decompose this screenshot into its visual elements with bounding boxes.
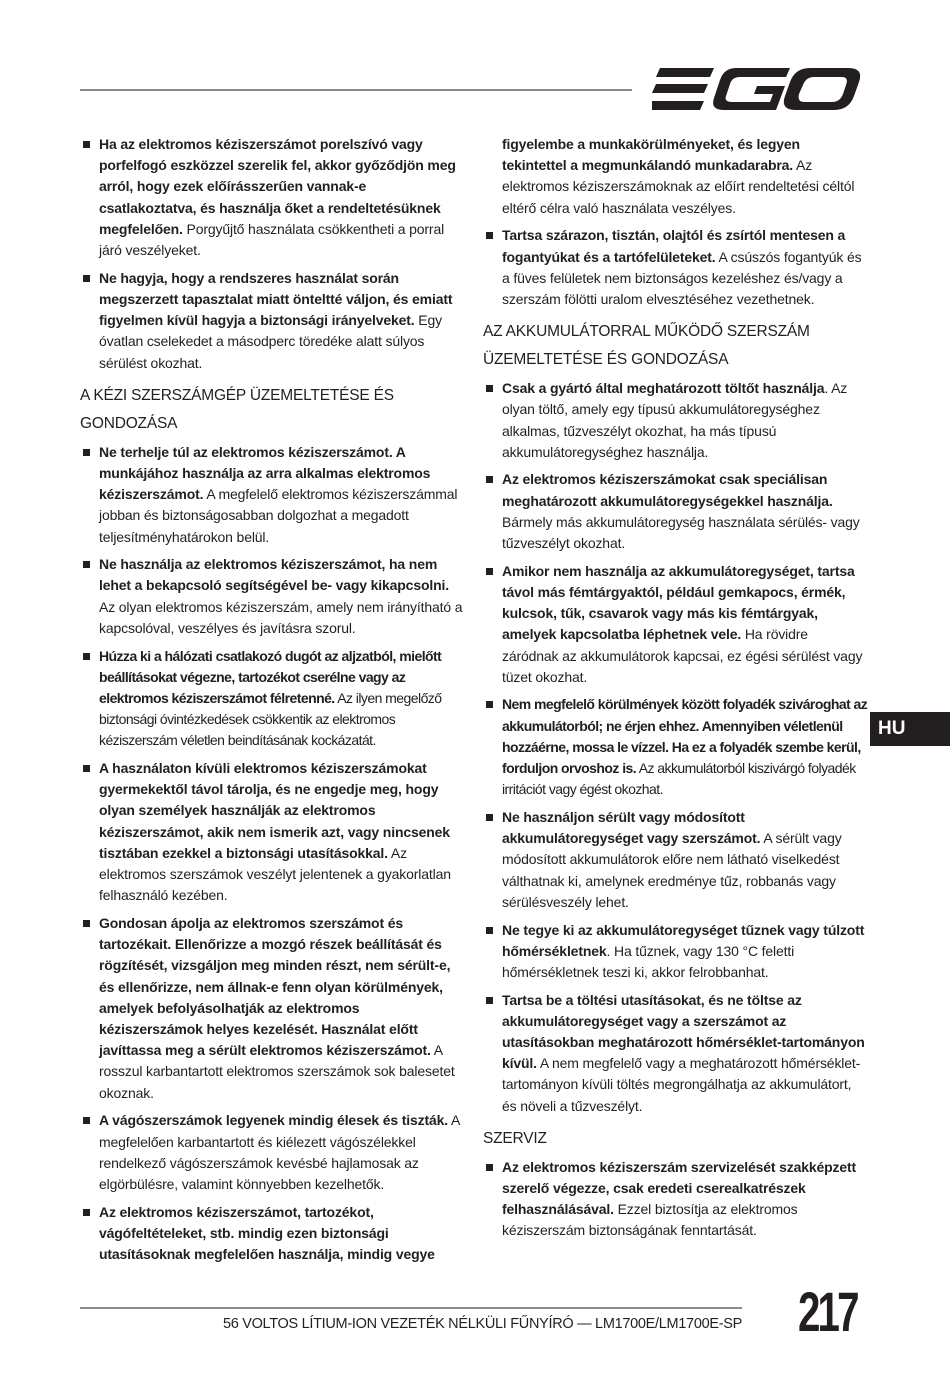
section-heading: AZ AKKUMULÁTORRAL MŰKÖDŐ SZERSZÁM ÜZEMELTETÉSE ÉS GONDOZÁSA <box>483 323 810 369</box>
bullet-icon <box>83 920 90 927</box>
bullet-icon <box>486 701 493 708</box>
item-bold: Nem megfelelő körülmények között folyadék szivároghat az akkumulátorból; ne érjen ehhez. Amennyiben véletlenül hozzáérne, mossa le vízzel. Ha ez a folyadék szembe kerül, forduljon orvoshoz is. <box>502 696 868 777</box>
list-item <box>483 694 868 800</box>
section-heading: A KÉZI SZERSZÁMGÉP ÜZEMELTETÉSE ÉS GONDOZÁSA <box>80 386 394 432</box>
section-heading: SZERVIZ <box>483 1129 547 1147</box>
bullet-icon <box>486 997 493 1004</box>
item-text: A megfelelően karbantartott és kiélezett vágószélekkel rendelkező vágószerszámok kevésbé hajlamosak az elgörbülésre, valamint könnyebben kezelhetők. <box>99 1112 460 1192</box>
list-item <box>483 378 868 463</box>
left-column <box>80 134 465 1272</box>
list-item <box>483 990 868 1117</box>
list-item <box>80 554 465 639</box>
page-number: 217 <box>798 1280 857 1343</box>
item-text: Porgyűjtő használata csökkentheti a porral járó veszélyeket. <box>99 220 445 259</box>
list-item <box>80 1202 465 1266</box>
item-bold: Ne terhelje túl az elektromos kéziszerszámot. A munkájához használja az arra alkalmas elektromos kéziszerszámot. <box>99 443 431 503</box>
bullet-icon <box>83 1209 90 1216</box>
list-item <box>483 469 868 554</box>
item-bold: Tartsa be a töltési utasításokat, és ne töltse az akkumulátoregységet vagy a szerszámot az utasításokban meghatározott hőmérséklet-tartományon kívül. <box>502 991 865 1072</box>
item-bold: Az elektromos kéziszerszám szervizelését szakképzett szerelő végezze, csak eredeti cserealkatrészek felhasználásával. <box>502 1158 857 1218</box>
item-text: Bármely más akkumulátoregység használata sérülés- vagy tűzveszélyt okozhat. <box>502 513 860 552</box>
item-text: A megfelelő elektromos kéziszerszámmal jobban és biztonságosabban dolgozhat a megadott teljesítményhatárokon belül. <box>99 486 458 545</box>
item-bold: Amikor nem használja az akkumulátoregységet, tartsa távol más fémtárgyaktól, például gemkapocs, érmék, kulcsok, tűk, csavarok vagy más kis fémtárgyak, amelyek kapcsolatba léphetnek vele. <box>502 562 855 643</box>
bullet-icon <box>486 568 493 575</box>
item-text: Egy óvatlan cselekedet a másodperc töredéke alatt súlyos sérülést okozhat. <box>99 312 442 371</box>
right-column <box>483 134 868 1248</box>
bullet-icon <box>83 765 90 772</box>
bullet-icon <box>83 1117 90 1124</box>
item-bold: Ne használjon sérült vagy módosított akkumulátoregységet vagy szerszámot. <box>502 808 761 847</box>
item-bold: Tartsa szárazon, tisztán, olajtól és zsírtól mentesen a fogantyúkat és a tartófelületeket. <box>502 227 846 265</box>
footer-title: 56 VOLTOS LÍTIUM-ION VEZETÉK NÉLKÜLI FŰNYÍRÓ — LM1700E/LM1700E-SP <box>222 1316 742 1332</box>
ego-logo <box>652 66 862 112</box>
list-item <box>80 442 465 548</box>
bullet-icon <box>486 1164 493 1171</box>
bullet-icon <box>486 814 493 821</box>
bullet-icon <box>83 561 90 568</box>
bullet-icon <box>83 141 90 148</box>
item-text: Az ilyen megelőző biztonsági óvintézkedések csökkentik az elektromos kéziszerszám véletlen beindításának kockázatát. <box>99 689 442 749</box>
list-item <box>483 807 868 913</box>
bullet-icon <box>486 232 493 239</box>
bullet-icon <box>486 385 493 392</box>
item-text: Az elektromos kéziszerszámoknak az előírt rendeltetési céltól eltérő célra való használata veszélyes. <box>502 157 855 216</box>
item-text: . Az olyan töltő, amely egy típusú akkumulátoregységhez alkalmas, tűzveszélyt okozhat, ha más típusú akkumulátoregységhez használja. <box>502 380 848 460</box>
item-bold: Ne tegye ki az akkumulátoregységet tűznek vagy túlzott hőmérsékletnek <box>502 921 865 959</box>
language-tab: HU <box>870 712 950 746</box>
item-text: Ha rövidre záródnak az akkumulátorok kapcsai, ez égési sérülést vagy tüzet okozhat. <box>502 626 863 685</box>
list-item <box>483 561 868 688</box>
item-bold: Ne használja az elektromos kéziszerszámot, ha nem lehet a bekapcsoló segítségével be- vagy kikapcsolni. <box>99 556 449 594</box>
item-bold: Ha az elektromos kéziszerszámot porelszívó vagy porfelfogó eszközzel szerelik fel, akkor győződjön meg arról, hogy ezek előírásszerűen vannak-e csatlakoztatva, és használja őket a rendeltetésüknek megfelelően. <box>99 136 456 237</box>
item-bold: A vágószerszámok legyenek mindig élesek és tiszták. <box>99 1112 448 1129</box>
item-text: . Ha tűznek, vagy 130 °C feletti hőmérsékletnek teszi ki, akkor felrobbanhat. <box>502 942 795 980</box>
list-item <box>80 268 465 374</box>
item-bold: A használaton kívüli elektromos kéziszerszámokat gyermekektől távol tárolja, és ne engedje meg, hogy olyan személyek használják az elektromos kéziszerszámot, akik nem ismerik azt, vagy nincsenek tisztában ezekkel a biztonsági utasításokkal. <box>99 760 450 861</box>
item-bold: Ne hagyja, hogy a rendszeres használat során megszerzett tapasztalat miatt önteltté váljon, és emiatt figyelmen kívül hagyja a biztonsági irányelveket. <box>99 269 453 329</box>
list-item-continuation <box>483 134 868 219</box>
list-item <box>80 1110 465 1195</box>
item-text: Az olyan elektromos kéziszerszám, amely nem irányítható a kapcsolóval, veszélyes és javításra szorul. <box>99 598 463 636</box>
item-text: A rosszul karbantartott elektromos szerszámok sok balesetet okoznak. <box>99 1042 455 1101</box>
bullet-icon <box>486 476 493 483</box>
bullet-icon <box>486 927 493 934</box>
item-bold: Húzza ki a hálózati csatlakozó dugót az aljzatból, mielőtt beállításokat végezne, tartozékot cserélne vagy az elektromos kéziszerszámot félretenné. <box>99 647 442 706</box>
item-bold: Gondosan ápolja az elektromos szerszámot és tartozékait. Ellenőrizze a mozgó részek beállítását és rögzítését, vizsgáljon meg minden részt, nem sérült-e, és ellenőrizze, nem állnak-e fenn olyan körülmények, amelyek befolyásolhatják az elektromos kéziszerszámok helyes kezelését. Használat előtt javíttassa meg a sérült elektromos kéziszerszámot. <box>99 915 451 1059</box>
list-item <box>80 758 465 906</box>
header-rule <box>80 89 632 91</box>
list-item <box>80 646 465 752</box>
item-bold: Csak a gyártó által meghatározott töltőt használja <box>502 380 825 397</box>
item-text: Ezzel biztosítja az elektromos kéziszerszám biztonságának fenntartását. <box>502 1201 798 1239</box>
list-item <box>80 134 465 261</box>
bullet-icon <box>83 449 90 456</box>
item-text: Az elektromos szerszámok veszélyt jelentenek a gyakorlatlan felhasználó kezében. <box>99 844 451 904</box>
list-item <box>80 913 465 1104</box>
list-item <box>483 225 868 310</box>
item-bold: Az elektromos kéziszerszámot, tartozékot, vágófeltételeket, stb. mindig ezen biztonsági utasításoknak megfelelően használja, mindig vegye <box>99 1203 435 1263</box>
item-bold: Az elektromos kéziszerszámokat csak speciálisan meghatározott akkumulátoregységekkel használja. <box>502 471 833 509</box>
item-text: A sérült vagy módosított akkumulátorok előre nem látható viselkedést válthatnak ki, amelynek eredménye tűz, robbanás vagy sérülésveszély lehet. <box>502 830 842 910</box>
footer-rule <box>80 1307 742 1309</box>
item-text: Az akkumulátorból kiszivárgó folyadék irritációt vagy égést okozhat. <box>502 760 856 798</box>
bullet-icon <box>83 653 90 660</box>
bullet-icon <box>83 275 90 282</box>
item-bold: figyelembe a munkakörülményeket, és legyen tekintettel a megmunkálandó munkadarabra. <box>502 136 800 174</box>
list-item <box>483 920 868 984</box>
item-text: A nem megfelelő vagy a meghatározott hőmérséklet-tartományon kívüli töltés megrongálhatja az akkumulátort, és növeli a tűzveszélyt. <box>502 1055 861 1114</box>
list-item <box>483 1157 868 1242</box>
item-text: A csúszós fogantyúk és a füves felületek nem biztonságos kezeléshez és/vagy a szerszám fölötti uralom elvesztéséhez vezethetnek. <box>502 248 862 307</box>
